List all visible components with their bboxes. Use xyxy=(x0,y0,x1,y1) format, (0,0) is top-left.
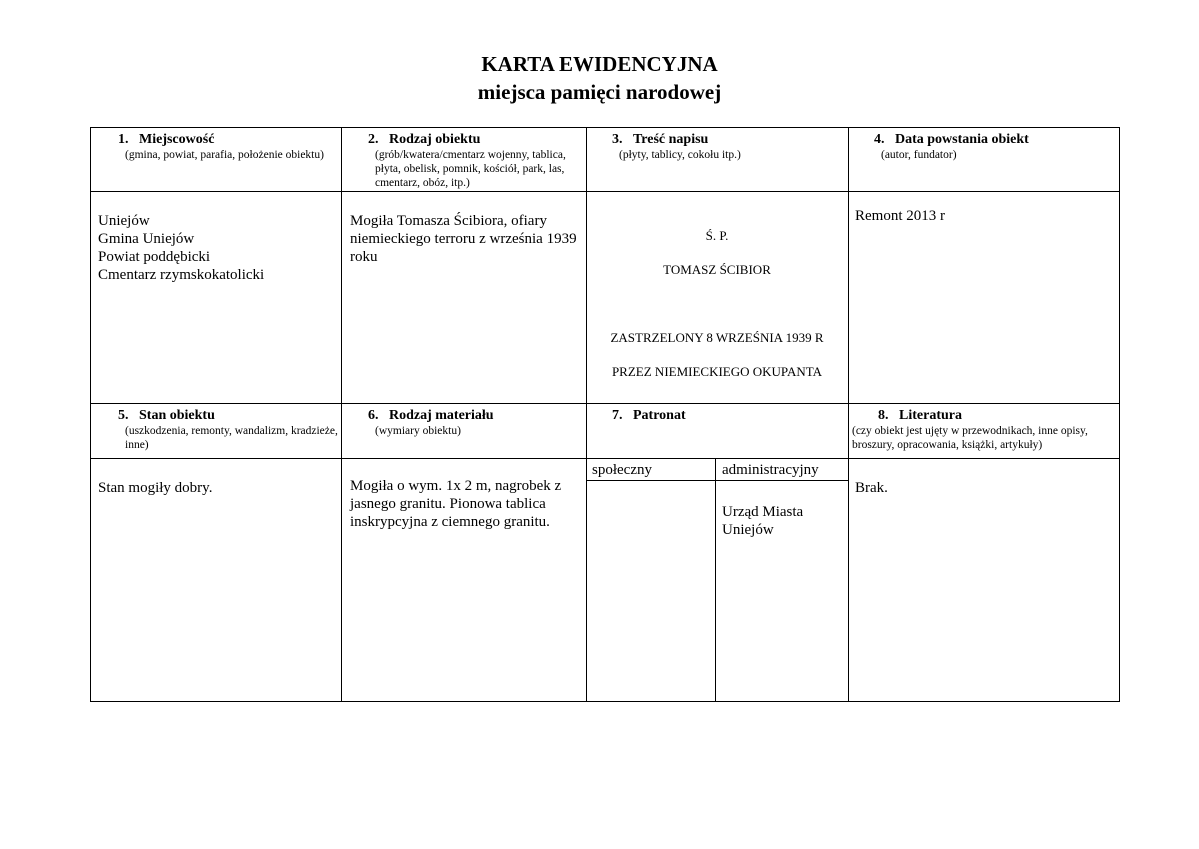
section-number: 3. xyxy=(612,132,623,147)
patronat-social-header: społeczny xyxy=(592,462,652,478)
section-label: Rodzaj materiału xyxy=(389,408,494,423)
section-4-header xyxy=(874,131,1114,162)
document-title: KARTA EWIDENCYJNA xyxy=(481,52,718,76)
section-label: Stan obiektu xyxy=(139,408,215,423)
inscription-line: PRZEZ NIEMIECKIEGO OKUPANTA xyxy=(611,364,823,379)
section-6-value: Mogiła o wym. 1x 2 m, nagrobek z jasnego granitu. Pionowa tablica inskrypcyjna z ciemnego granitu. xyxy=(350,478,562,530)
section-label: Patronat xyxy=(633,408,686,423)
section-label: Literatura xyxy=(899,408,962,423)
section-number: 7. xyxy=(612,408,623,423)
table-divider xyxy=(848,127,849,702)
section-number: 1. xyxy=(118,132,129,147)
inscription-spacer xyxy=(590,295,844,312)
section-number: 6. xyxy=(368,408,379,423)
table-border-bottom xyxy=(90,701,1120,702)
section-3-value xyxy=(590,210,844,397)
section-label: Miejscowość xyxy=(139,132,215,147)
section-hint: (gmina, powiat, parafia, położenie obiektu) xyxy=(125,149,324,161)
section-5-header xyxy=(118,407,338,452)
patronat-admin-value: Urząd Miasta Uniejów xyxy=(722,504,804,538)
table-divider xyxy=(90,191,1120,192)
section-label: Data powstania obiekt xyxy=(895,132,1029,147)
table-border-right xyxy=(1119,127,1120,702)
section-2-header xyxy=(368,131,578,190)
inscription-line: TOMASZ ŚCIBIOR xyxy=(663,262,771,277)
table-divider xyxy=(586,127,587,702)
inscription-line: ZASTRZELONY 8 WRZEŚNIA 1939 R xyxy=(610,330,824,345)
section-hint: (płyty, tablicy, cokołu itp.) xyxy=(619,149,741,161)
section-number: 8. xyxy=(878,408,889,423)
patronat-admin-header: administracyjny xyxy=(722,462,819,478)
section-7-header xyxy=(612,407,842,424)
table-divider xyxy=(586,480,848,481)
section-number: 2. xyxy=(368,132,379,147)
section-hint: (wymiary obiektu) xyxy=(375,425,461,437)
section-label: Treść napisu xyxy=(633,132,709,147)
section-1-value: Uniejów Gmina Uniejów Powiat poddębicki Cmentarz rzymskokatolicki xyxy=(98,213,265,283)
section-number: 4. xyxy=(874,132,885,147)
document-subtitle: miejsca pamięci narodowej xyxy=(477,80,722,104)
section-hint: (grób/kwatera/cmentarz wojenny, tablica, płyta, obelisk, pomnik, kościół, park, las, cmentarz, obóz, itp.) xyxy=(375,149,566,189)
section-6-header xyxy=(368,407,578,438)
section-hint: (autor, fundator) xyxy=(881,149,957,161)
section-5-value: Stan mogiły dobry. xyxy=(98,480,213,496)
section-4-value: Remont 2013 r xyxy=(855,208,945,224)
section-1-header xyxy=(118,131,338,162)
table-divider xyxy=(90,403,1120,404)
table-divider xyxy=(715,458,716,702)
section-3-header xyxy=(612,131,842,162)
table-divider xyxy=(90,458,1120,459)
section-2-value: Mogiła Tomasza Ścibiora, ofiary niemieckiego terroru z września 1939 roku xyxy=(350,213,577,265)
section-8-header xyxy=(852,407,1116,452)
table-divider xyxy=(341,127,342,702)
table-border-left xyxy=(90,127,91,702)
section-hint: (uszkodzenia, remonty, wandalizm, kradzieże, inne) xyxy=(125,425,338,451)
section-8-value: Brak. xyxy=(855,480,888,496)
inscription-line: Ś. P. xyxy=(705,228,729,243)
section-hint: (czy obiekt jest ujęty w przewodnikach, inne opisy, broszury, opracowania, książki, artykuły) xyxy=(852,425,1088,451)
section-label: Rodzaj obiektu xyxy=(389,132,481,147)
table-border-top xyxy=(90,127,1120,128)
section-number: 5. xyxy=(118,408,129,423)
